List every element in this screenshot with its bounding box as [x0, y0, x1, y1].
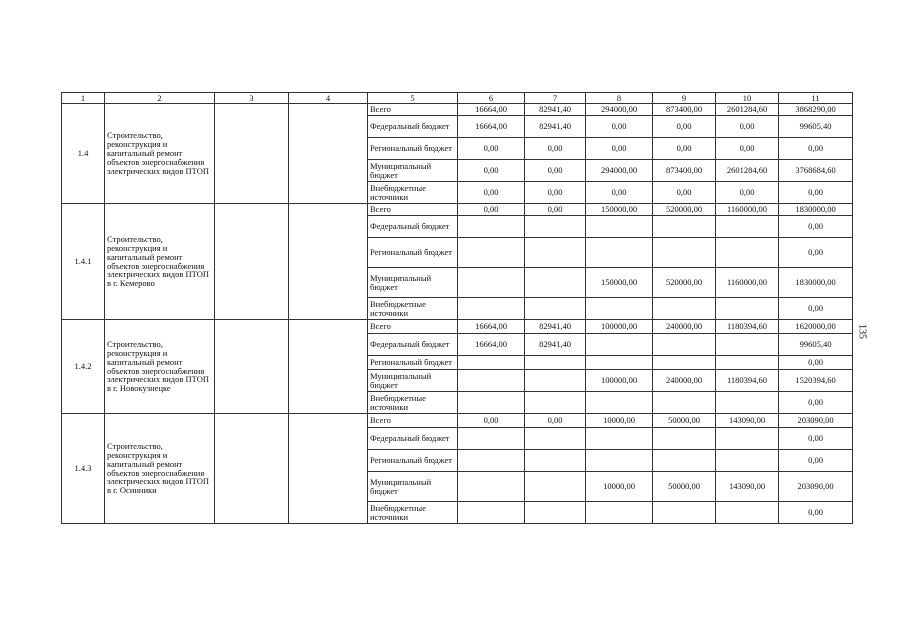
value-cell: 2601284,60	[716, 160, 779, 182]
funding-source: Региональный бюджет	[368, 138, 458, 160]
column-header: 5	[368, 93, 458, 104]
value-cell: 16664,00	[458, 320, 525, 334]
col-4-cell	[289, 104, 368, 204]
value-cell	[586, 334, 653, 356]
value-cell	[653, 298, 716, 320]
value-cell	[525, 428, 586, 450]
column-header: 10	[716, 93, 779, 104]
value-cell: 1160000,00	[716, 204, 779, 216]
value-cell: 0,00	[458, 138, 525, 160]
value-cell	[458, 450, 525, 472]
funding-source: Внебюджетные источники	[368, 182, 458, 204]
funding-source: Федеральный бюджет	[368, 428, 458, 450]
value-cell: 294000,00	[586, 104, 653, 116]
column-header: 11	[779, 93, 853, 104]
value-cell: 0,00	[525, 138, 586, 160]
value-cell: 100000,00	[586, 320, 653, 334]
value-cell: 1830000,00	[779, 204, 853, 216]
value-cell	[525, 356, 586, 370]
value-cell: 0,00	[458, 182, 525, 204]
value-cell: 16664,00	[458, 334, 525, 356]
value-cell: 10000,00	[586, 414, 653, 428]
col-3-cell	[215, 320, 289, 414]
value-cell: 203090,00	[779, 414, 853, 428]
value-cell	[586, 428, 653, 450]
value-cell	[653, 238, 716, 268]
value-cell: 0,00	[779, 216, 853, 238]
value-cell	[716, 238, 779, 268]
value-cell: 0,00	[779, 356, 853, 370]
value-cell: 873400,00	[653, 104, 716, 116]
value-cell	[653, 428, 716, 450]
value-cell: 2601284,60	[716, 104, 779, 116]
value-cell: 0,00	[779, 428, 853, 450]
value-cell: 0,00	[779, 138, 853, 160]
funding-source: Муниципальный бюджет	[368, 472, 458, 502]
value-cell: 520000,00	[653, 204, 716, 216]
value-cell: 3768684,60	[779, 160, 853, 182]
funding-source: Всего	[368, 204, 458, 216]
funding-source: Муниципальный бюджет	[368, 370, 458, 392]
value-cell: 0,00	[779, 392, 853, 414]
value-cell: 50000,00	[653, 414, 716, 428]
value-cell: 0,00	[458, 204, 525, 216]
col-3-cell	[215, 204, 289, 320]
value-cell	[653, 450, 716, 472]
column-header: 7	[525, 93, 586, 104]
table-row	[62, 204, 853, 216]
value-cell: 143090,00	[716, 472, 779, 502]
value-cell	[458, 428, 525, 450]
value-cell: 873400,00	[653, 160, 716, 182]
col-3-cell	[215, 104, 289, 204]
item-title: Строительство, реконструкция и капитальный ремонт объектов энергоснабжения электрических видов ПТОП	[105, 104, 215, 204]
funding-source: Внебюджетные источники	[368, 502, 458, 524]
value-cell	[586, 392, 653, 414]
column-header: 2	[105, 93, 215, 104]
value-cell: 203090,00	[779, 472, 853, 502]
header-row	[62, 93, 853, 104]
value-cell: 1620000,00	[779, 320, 853, 334]
column-header: 6	[458, 93, 525, 104]
value-cell: 0,00	[716, 182, 779, 204]
value-cell: 0,00	[779, 238, 853, 268]
value-cell	[716, 216, 779, 238]
funding-source: Региональный бюджет	[368, 356, 458, 370]
value-cell: 150000,00	[586, 268, 653, 298]
value-cell: 0,00	[653, 138, 716, 160]
col-4-cell	[289, 414, 368, 524]
value-cell	[525, 472, 586, 502]
value-cell	[586, 238, 653, 268]
item-title: Строительство, реконструкция и капитальный ремонт объектов энергоснабжения электрических видов ПТОП в г. Осинники	[105, 414, 215, 524]
table-row	[62, 414, 853, 428]
value-cell	[586, 298, 653, 320]
value-cell: 520000,00	[653, 268, 716, 298]
value-cell: 99605,40	[779, 116, 853, 138]
value-cell	[653, 502, 716, 524]
value-cell	[458, 238, 525, 268]
value-cell: 0,00	[458, 414, 525, 428]
value-cell: 16664,00	[458, 104, 525, 116]
value-cell	[586, 450, 653, 472]
item-number: 1.4.2	[62, 320, 105, 414]
value-cell	[525, 216, 586, 238]
value-cell	[716, 334, 779, 356]
value-cell: 0,00	[653, 116, 716, 138]
table-row	[62, 104, 853, 116]
item-number: 1.4	[62, 104, 105, 204]
column-header: 9	[653, 93, 716, 104]
value-cell: 1180394,60	[716, 320, 779, 334]
column-header: 4	[289, 93, 368, 104]
value-cell: 16664,00	[458, 116, 525, 138]
value-cell: 1830000,00	[779, 268, 853, 298]
value-cell	[458, 216, 525, 238]
value-cell	[653, 216, 716, 238]
value-cell: 1520394,60	[779, 370, 853, 392]
column-header: 8	[586, 93, 653, 104]
column-header: 1	[62, 93, 105, 104]
funding-source: Всего	[368, 104, 458, 116]
value-cell: 240000,00	[653, 320, 716, 334]
value-cell: 0,00	[779, 182, 853, 204]
value-cell: 0,00	[525, 204, 586, 216]
value-cell	[653, 392, 716, 414]
value-cell: 0,00	[525, 182, 586, 204]
value-cell: 3868290,00	[779, 104, 853, 116]
value-cell: 0,00	[779, 298, 853, 320]
col-4-cell	[289, 204, 368, 320]
value-cell: 99605,40	[779, 334, 853, 356]
value-cell	[716, 298, 779, 320]
value-cell: 0,00	[779, 502, 853, 524]
value-cell: 150000,00	[586, 204, 653, 216]
funding-source: Региональный бюджет	[368, 450, 458, 472]
value-cell: 0,00	[586, 116, 653, 138]
value-cell	[458, 356, 525, 370]
value-cell: 240000,00	[653, 370, 716, 392]
value-cell	[653, 334, 716, 356]
value-cell	[458, 392, 525, 414]
value-cell	[525, 450, 586, 472]
value-cell: 82941,40	[525, 320, 586, 334]
value-cell: 100000,00	[586, 370, 653, 392]
col-3-cell	[215, 414, 289, 524]
value-cell	[716, 450, 779, 472]
item-title: Строительство, реконструкция и капитальный ремонт объектов энергоснабжения электрических видов ПТОП в г. Кемерово	[105, 204, 215, 320]
column-header: 3	[215, 93, 289, 104]
value-cell	[586, 356, 653, 370]
page-number: 135	[856, 324, 868, 339]
value-cell	[716, 428, 779, 450]
value-cell: 82941,40	[525, 334, 586, 356]
value-cell: 0,00	[586, 138, 653, 160]
funding-source: Федеральный бюджет	[368, 116, 458, 138]
value-cell: 82941,40	[525, 104, 586, 116]
funding-source: Муниципальный бюджет	[368, 268, 458, 298]
value-cell: 294000,00	[586, 160, 653, 182]
funding-source: Федеральный бюджет	[368, 334, 458, 356]
value-cell	[716, 356, 779, 370]
value-cell: 0,00	[653, 182, 716, 204]
value-cell: 0,00	[716, 138, 779, 160]
value-cell: 143090,00	[716, 414, 779, 428]
value-cell	[525, 238, 586, 268]
value-cell: 50000,00	[653, 472, 716, 502]
funding-source: Всего	[368, 414, 458, 428]
value-cell	[525, 392, 586, 414]
value-cell	[458, 502, 525, 524]
value-cell: 0,00	[525, 160, 586, 182]
value-cell	[525, 370, 586, 392]
table-row	[62, 320, 853, 334]
funding-source: Внебюджетные источники	[368, 298, 458, 320]
value-cell	[586, 216, 653, 238]
funding-source: Всего	[368, 320, 458, 334]
item-number: 1.4.1	[62, 204, 105, 320]
funding-source: Региональный бюджет	[368, 238, 458, 268]
value-cell: 0,00	[779, 450, 853, 472]
value-cell: 1180394,60	[716, 370, 779, 392]
value-cell	[525, 502, 586, 524]
item-number: 1.4.3	[62, 414, 105, 524]
value-cell	[586, 502, 653, 524]
funding-source: Федеральный бюджет	[368, 216, 458, 238]
value-cell	[525, 268, 586, 298]
value-cell	[716, 392, 779, 414]
value-cell: 1160000,00	[716, 268, 779, 298]
value-cell: 0,00	[525, 414, 586, 428]
value-cell	[458, 298, 525, 320]
value-cell	[458, 268, 525, 298]
value-cell: 0,00	[586, 182, 653, 204]
funding-source: Муниципальный бюджет	[368, 160, 458, 182]
value-cell	[653, 356, 716, 370]
value-cell: 82941,40	[525, 116, 586, 138]
value-cell: 0,00	[458, 160, 525, 182]
value-cell	[458, 370, 525, 392]
value-cell	[716, 502, 779, 524]
funding-source: Внебюджетные источники	[368, 392, 458, 414]
value-cell: 0,00	[716, 116, 779, 138]
budget-table	[61, 92, 853, 524]
value-cell: 10000,00	[586, 472, 653, 502]
col-4-cell	[289, 320, 368, 414]
item-title: Строительство, реконструкция и капитальный ремонт объектов энергоснабжения электрических видов ПТОП в г. Новокузнецке	[105, 320, 215, 414]
value-cell	[458, 472, 525, 502]
value-cell	[525, 298, 586, 320]
